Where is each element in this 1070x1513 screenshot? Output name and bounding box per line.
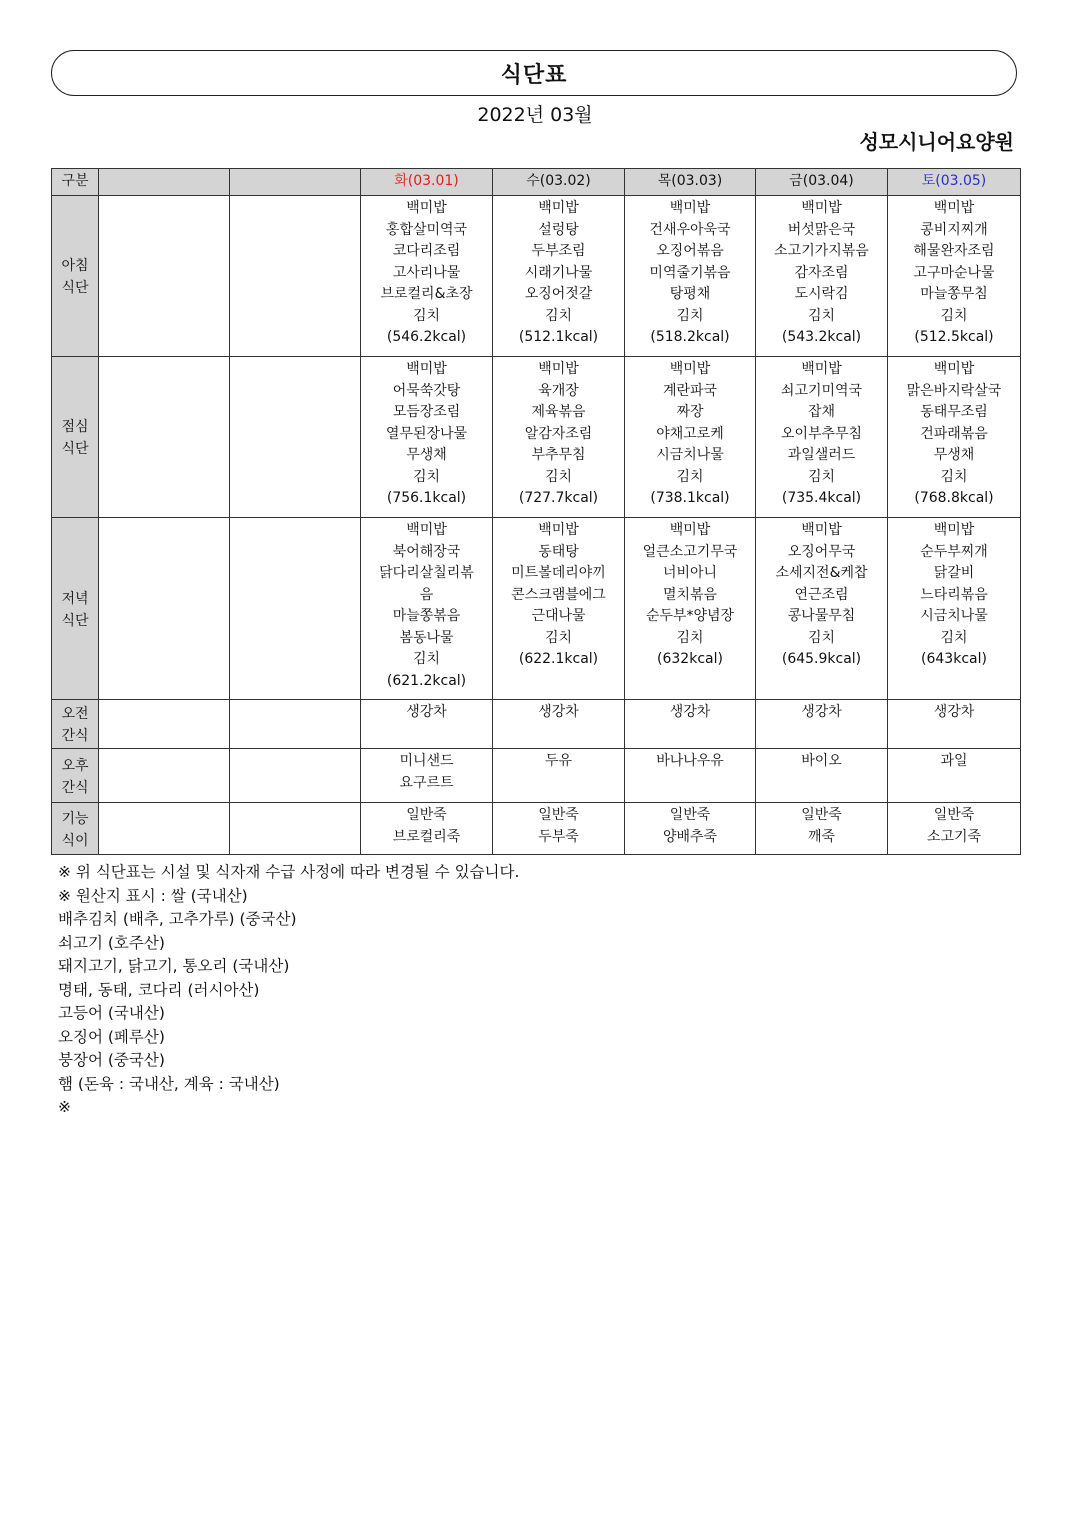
menu-item: 일반죽 (669, 807, 711, 823)
menu-item: 느타리볶음 (920, 586, 988, 603)
note-line: 명태, 동태, 코다리 (러시아산) (58, 980, 260, 999)
menu-cell (493, 803, 625, 855)
note-line: ※ 위 식단표는 시설 및 식자재 수급 사정에 따라 변경될 수 있습니다. (58, 863, 520, 881)
row-label-text: 저녁 (61, 590, 89, 607)
meal-table (51, 168, 1021, 855)
menu-item: 백미밥 (669, 200, 711, 216)
menu-item: 김치 (676, 468, 704, 485)
menu-item: (546.2kcal) (386, 329, 467, 345)
menu-item: 백미밥 (406, 361, 447, 377)
menu-cell (756, 803, 888, 855)
row-label (52, 749, 99, 803)
menu-item: 김치 (412, 307, 441, 324)
note-line: 붕장어 (중국산) (58, 1051, 165, 1069)
menu-item: 김치 (544, 468, 573, 485)
row-label-text: 기능 (61, 810, 89, 827)
menu-item: 브로컬리&초장 (380, 286, 473, 302)
menu-item: 부추무침 (531, 447, 586, 463)
menu-cell (888, 196, 1021, 357)
menu-item: (738.1kcal) (650, 490, 730, 506)
menu-item: 연근조림 (794, 586, 849, 603)
menu-item: 백미밥 (406, 200, 447, 216)
row-label-text: 식단 (61, 441, 89, 457)
row-label (52, 700, 99, 749)
menu-item: 오징어볶음 (656, 243, 724, 259)
blank-cell (99, 803, 230, 855)
menu-item: 무생채 (406, 447, 447, 463)
day-header: 수(03.02) (493, 169, 625, 196)
menu-item: 생강차 (669, 704, 711, 720)
menu-item: 김치 (412, 468, 441, 485)
table-header-row (52, 169, 1021, 196)
menu-cell (756, 700, 888, 749)
day-header: 토(03.05) (888, 169, 1021, 196)
menu-item: 도시락김 (794, 286, 849, 302)
menu-item: 백미밥 (538, 522, 579, 538)
menu-item: 어묵쑥갓탕 (392, 382, 461, 399)
menu-item: 백미밥 (801, 200, 842, 216)
menu-item: 쇠고기미역국 (780, 382, 863, 399)
day-header: 금(03.04) (756, 169, 888, 196)
menu-cell (493, 749, 625, 803)
row-label-text: 오전 (61, 706, 89, 722)
menu-cell (888, 357, 1021, 518)
table-row (52, 357, 1021, 518)
menu-item: 동태탕 (538, 543, 579, 560)
row-label-text: 식단 (61, 280, 89, 296)
menu-item: 김치 (676, 629, 704, 646)
note-line: ※ (58, 1098, 71, 1116)
menu-cell (361, 357, 493, 518)
menu-item: 소고기죽 (926, 828, 982, 845)
menu-item: (543.2kcal) (781, 329, 862, 345)
blank-cell (230, 357, 361, 518)
menu-item: 미니샌드 (399, 753, 454, 769)
menu-item: 버섯맑은국 (787, 221, 856, 238)
row-label-text: 식이 (61, 832, 89, 849)
menu-item: 백미밥 (538, 361, 579, 377)
page-title: 식단표 (500, 62, 568, 88)
menu-item: (512.5kcal) (914, 329, 994, 345)
menu-cell (888, 518, 1021, 700)
menu-item: 순두부찌개 (920, 543, 988, 560)
menu-item: 음 (419, 586, 434, 603)
row-label (52, 196, 99, 357)
menu-item: 백미밥 (801, 361, 842, 377)
menu-cell (361, 700, 493, 749)
menu-item: (632kcal) (657, 651, 723, 667)
menu-item: 얼큰소고기무국 (642, 543, 738, 560)
menu-cell (493, 196, 625, 357)
menu-item: 김치 (807, 307, 836, 324)
menu-item: 모듬장조림 (392, 404, 461, 420)
menu-item: 오이부추무침 (780, 425, 863, 442)
menu-item: 맑은바지락살국 (906, 382, 1002, 399)
day-header: 목(03.03) (625, 169, 756, 196)
menu-item: 근대나물 (531, 608, 586, 624)
note-line: 햄 (돈육 : 국내산, 계육 : 국내산) (58, 1074, 280, 1093)
menu-item: 두부조림 (531, 243, 586, 259)
title-box (51, 50, 1017, 96)
row-label (52, 518, 99, 700)
menu-item: 백미밥 (801, 522, 842, 538)
organization-name: 성모시니어요양원 (859, 130, 1014, 154)
menu-item: 김치 (940, 629, 968, 646)
menu-item: 해물완자조림 (913, 243, 995, 259)
menu-item: 미트볼데리야끼 (511, 565, 606, 581)
menu-item: 생강차 (406, 704, 447, 720)
table-row (52, 803, 1021, 855)
blank-cell (230, 803, 361, 855)
table-row (52, 196, 1021, 357)
menu-item: 열무된장나물 (385, 425, 468, 442)
row-label (52, 803, 99, 855)
menu-item: 김치 (940, 307, 968, 324)
menu-item: 생강차 (933, 704, 975, 720)
note-line: 오징어 (페루산) (58, 1027, 165, 1046)
menu-item: 감자조림 (794, 264, 849, 281)
menu-item: 일반죽 (538, 807, 579, 823)
menu-item: 시금치나물 (656, 447, 724, 463)
menu-item: 브로컬리죽 (392, 828, 461, 845)
menu-item: 건새우아욱국 (649, 221, 731, 238)
menu-item: 북어해장국 (392, 543, 461, 560)
blank-cell (99, 518, 230, 700)
row-label-text: 점심 (61, 419, 89, 435)
menu-item: 깨죽 (807, 828, 836, 845)
menu-item: 봄동나물 (399, 629, 454, 646)
menu-item: 잡채 (807, 404, 836, 420)
menu-item: 콩나물무침 (787, 608, 856, 624)
menu-cell (888, 749, 1021, 803)
blank-cell (230, 518, 361, 700)
menu-item: 시금치나물 (920, 608, 988, 624)
note-line: 돼지고기, 닭고기, 통오리 (국내산) (58, 957, 290, 975)
menu-item: 시래기나물 (524, 264, 593, 281)
menu-item: 설렁탕 (538, 221, 579, 238)
menu-item: 백미밥 (669, 522, 711, 538)
menu-item: 콘스크램블에그 (511, 586, 606, 603)
menu-item: 계란파국 (662, 382, 718, 399)
menu-item: 김치 (676, 307, 704, 324)
menu-cell (625, 518, 756, 700)
menu-cell (625, 803, 756, 855)
note-line: 고등어 (국내산) (58, 1004, 165, 1022)
menu-cell (493, 357, 625, 518)
menu-item: 동태무조림 (920, 404, 988, 420)
menu-item: 양배추죽 (662, 828, 718, 845)
menu-cell (756, 749, 888, 803)
menu-item: (768.8kcal) (914, 490, 994, 506)
menu-item: (622.1kcal) (518, 651, 599, 667)
menu-item: 알감자조림 (524, 425, 593, 442)
menu-item: 일반죽 (801, 807, 842, 823)
menu-item: 멸치볶음 (662, 586, 718, 603)
menu-item: (643kcal) (921, 651, 987, 667)
menu-cell (625, 700, 756, 749)
menu-cell (361, 518, 493, 700)
menu-cell (756, 196, 888, 357)
menu-item: 마늘쫑무침 (920, 286, 988, 302)
row-label-text: 오후 (61, 757, 89, 774)
menu-item: 너비아니 (662, 565, 718, 581)
menu-item: 소세지전&케찹 (775, 565, 868, 581)
notes-section (58, 861, 519, 1120)
menu-item: 건파래볶음 (920, 425, 988, 442)
menu-item: 백미밥 (669, 361, 711, 377)
blank-cell (99, 357, 230, 518)
blank-cell (230, 700, 361, 749)
table-row (52, 749, 1021, 803)
menu-cell (756, 357, 888, 518)
menu-item: 생강차 (538, 704, 579, 720)
blank-cell (99, 196, 230, 357)
row-label-text: 식단 (61, 612, 89, 629)
menu-item: 오징어무국 (787, 543, 856, 560)
menu-item: 백미밥 (933, 361, 975, 377)
menu-item: 코다리조림 (392, 243, 461, 259)
menu-item: 소고기가지볶음 (774, 243, 869, 259)
blank-cell (230, 196, 361, 357)
menu-item: 두부죽 (538, 828, 579, 845)
note-line: 배추김치 (배추, 고추가루) (중국산) (58, 910, 297, 928)
blank-cell (99, 700, 230, 749)
row-label (52, 357, 99, 518)
menu-item: 미역줄기볶음 (649, 264, 731, 281)
menu-item: 백미밥 (538, 200, 579, 216)
menu-item: 닭갈비 (933, 565, 975, 581)
blank-cell (230, 749, 361, 803)
menu-item: 짜장 (676, 404, 704, 420)
menu-item: 탕평채 (669, 286, 711, 302)
menu-item: 김치 (940, 468, 968, 485)
menu-item: 고사리나물 (392, 264, 461, 281)
blank-header (230, 169, 361, 196)
menu-item: 김치 (807, 629, 836, 646)
menu-item: (756.1kcal) (386, 490, 467, 506)
menu-item: 콩비지찌개 (920, 221, 988, 238)
menu-item: 일반죽 (933, 807, 975, 823)
menu-item: 육개장 (538, 382, 579, 399)
menu-item: 백미밥 (933, 522, 975, 538)
row-label-text: 간식 (61, 728, 89, 744)
menu-item: 야채고로케 (656, 425, 724, 442)
menu-cell (625, 749, 756, 803)
table-row (52, 518, 1021, 700)
menu-item: 바나나우유 (656, 753, 724, 769)
category-header: 구분 (52, 169, 99, 196)
menu-cell (493, 700, 625, 749)
menu-item: (735.4kcal) (781, 490, 862, 506)
month-label: 2022년 03월 (477, 104, 593, 126)
menu-item: (518.2kcal) (650, 329, 730, 345)
menu-item: 제육볶음 (531, 404, 586, 420)
menu-cell (888, 803, 1021, 855)
menu-item: 무생채 (933, 447, 975, 463)
menu-cell (625, 196, 756, 357)
menu-item: 닭다리살칠리볶 (379, 565, 474, 581)
menu-item: 김치 (544, 307, 573, 324)
menu-item: 두유 (544, 753, 573, 769)
menu-item: 김치 (412, 651, 441, 667)
menu-item: 과일 (940, 753, 968, 769)
menu-cell (361, 803, 493, 855)
menu-item: 일반죽 (406, 807, 447, 823)
menu-item: 바이오 (801, 753, 842, 769)
blank-cell (99, 749, 230, 803)
menu-item: 백미밥 (406, 522, 447, 538)
menu-item: 생강차 (801, 704, 842, 720)
menu-item: (621.2kcal) (386, 672, 467, 689)
menu-cell (625, 357, 756, 518)
menu-item: 고구마순나물 (913, 264, 995, 281)
row-label-text: 아침 (61, 258, 89, 274)
menu-item: (727.7kcal) (518, 490, 599, 506)
menu-item: 김치 (544, 629, 573, 646)
menu-cell (888, 700, 1021, 749)
menu-cell (493, 518, 625, 700)
note-line: ※ 원산지 표시 : 쌀 (국내산) (58, 886, 248, 905)
menu-item: 김치 (807, 468, 836, 485)
menu-item: 순두부*양념장 (645, 608, 735, 624)
menu-cell (361, 196, 493, 357)
menu-item: 과일샐러드 (787, 447, 856, 463)
row-label-text: 간식 (61, 779, 89, 796)
menu-item: 홍합살미역국 (385, 221, 468, 238)
note-line: 쇠고기 (호주산) (58, 933, 165, 952)
menu-item: (512.1kcal) (518, 329, 599, 345)
table-row (52, 700, 1021, 749)
menu-item: 백미밥 (933, 200, 975, 216)
menu-item: (645.9kcal) (781, 651, 862, 667)
menu-item: 마늘쫑볶음 (392, 608, 461, 624)
menu-item: 요구르트 (399, 774, 454, 791)
menu-item: 오징어젓갈 (524, 286, 593, 302)
menu-cell (756, 518, 888, 700)
menu-cell (361, 749, 493, 803)
day-header: 화(03.01) (361, 169, 493, 196)
blank-header (99, 169, 230, 196)
